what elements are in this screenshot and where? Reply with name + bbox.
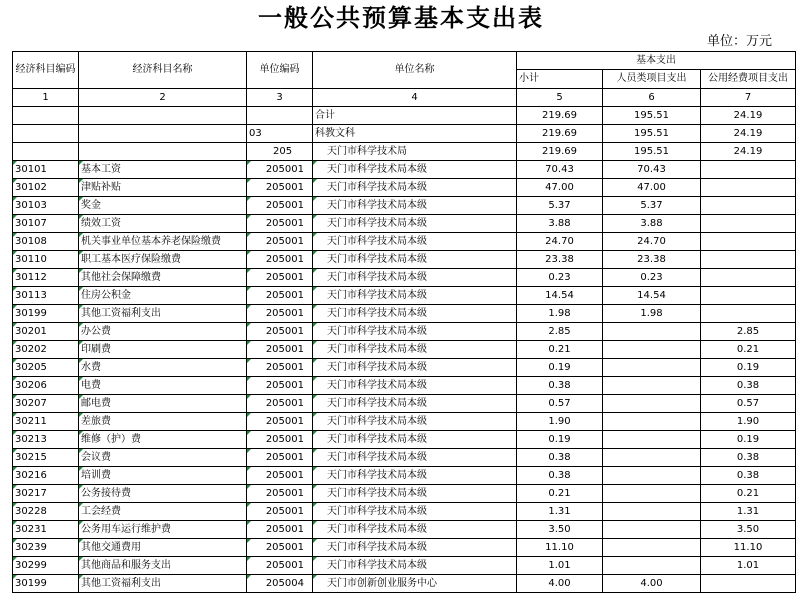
cell-unit-name: 天门市科学技术局本级	[313, 539, 517, 557]
cell-subtotal: 0.38	[517, 467, 603, 485]
cell-public: 0.19	[701, 431, 796, 449]
cell-unit-code: 205001	[247, 215, 313, 233]
col-number: 3	[247, 89, 313, 107]
cell-unit-code: 205001	[247, 233, 313, 251]
cell-public	[701, 179, 796, 197]
cell-public: 24.19	[701, 107, 796, 125]
cell-personnel	[603, 341, 701, 359]
table-row	[13, 503, 796, 521]
cell-personnel	[603, 521, 701, 539]
header-unit-name: 单位名称	[313, 52, 517, 89]
cell-public	[701, 305, 796, 323]
cell-econ-name: 公务接待费	[79, 485, 247, 503]
table-row	[13, 251, 796, 269]
table-row	[13, 323, 796, 341]
cell-subtotal: 4.00	[517, 575, 603, 593]
cell-unit-name: 天门市科学技术局本级	[313, 359, 517, 377]
table-row	[13, 449, 796, 467]
cell-unit-name: 天门市科学技术局本级	[313, 269, 517, 287]
cell-econ-name	[79, 143, 247, 161]
cell-subtotal: 0.57	[517, 395, 603, 413]
cell-subtotal: 0.38	[517, 377, 603, 395]
cell-personnel: 23.38	[603, 251, 701, 269]
cell-public: 24.19	[701, 143, 796, 161]
col-number: 7	[701, 89, 796, 107]
cell-econ-code: 30201	[13, 323, 79, 341]
cell-unit-code: 205001	[247, 359, 313, 377]
cell-econ-name: 津贴补贴	[79, 179, 247, 197]
summary-row	[13, 125, 796, 143]
cell-public: 0.21	[701, 485, 796, 503]
cell-unit-name: 天门市科学技术局本级	[313, 395, 517, 413]
cell-public: 0.19	[701, 359, 796, 377]
table-row	[13, 395, 796, 413]
cell-personnel	[603, 485, 701, 503]
cell-subtotal: 1.01	[517, 557, 603, 575]
cell-unit-code: 205001	[247, 467, 313, 485]
cell-unit-code: 205001	[247, 449, 313, 467]
cell-personnel	[603, 377, 701, 395]
cell-econ-code: 30112	[13, 269, 79, 287]
cell-unit-code: 205001	[247, 413, 313, 431]
cell-econ-name: 其他工资福利支出	[79, 305, 247, 323]
cell-econ-code: 30101	[13, 161, 79, 179]
cell-unit-name: 天门市科学技术局本级	[313, 557, 517, 575]
cell-econ-code: 30217	[13, 485, 79, 503]
table-row	[13, 197, 796, 215]
cell-subtotal: 219.69	[517, 107, 603, 125]
table-row	[13, 269, 796, 287]
cell-personnel: 1.98	[603, 305, 701, 323]
cell-public	[701, 287, 796, 305]
cell-personnel: 70.43	[603, 161, 701, 179]
table-row	[13, 215, 796, 233]
cell-unit-code: 205001	[247, 557, 313, 575]
header-econ-code: 经济科目编码	[13, 52, 79, 89]
cell-subtotal: 0.19	[517, 431, 603, 449]
cell-personnel	[603, 539, 701, 557]
cell-econ-name	[79, 107, 247, 125]
cell-unit-code: 205	[247, 143, 313, 161]
cell-personnel	[603, 449, 701, 467]
cell-econ-code	[13, 125, 79, 143]
cell-econ-name: 其他工资福利支出	[79, 575, 247, 593]
cell-public: 2.85	[701, 323, 796, 341]
table-row	[13, 359, 796, 377]
cell-econ-code: 30228	[13, 503, 79, 521]
cell-unit-code: 205001	[247, 269, 313, 287]
cell-personnel	[603, 431, 701, 449]
cell-public: 1.31	[701, 503, 796, 521]
cell-subtotal: 70.43	[517, 161, 603, 179]
cell-econ-code: 30216	[13, 467, 79, 485]
cell-unit-code: 205001	[247, 251, 313, 269]
cell-personnel: 14.54	[603, 287, 701, 305]
summary-row	[13, 143, 796, 161]
cell-econ-name: 绩效工资	[79, 215, 247, 233]
cell-unit-name: 天门市科学技术局本级	[313, 197, 517, 215]
cell-subtotal: 23.38	[517, 251, 603, 269]
cell-unit-code: 03	[247, 125, 313, 143]
cell-econ-name: 基本工资	[79, 161, 247, 179]
cell-public: 11.10	[701, 539, 796, 557]
cell-econ-code: 30211	[13, 413, 79, 431]
cell-unit-code: 205001	[247, 503, 313, 521]
header-personnel: 人员类项目支出	[603, 70, 701, 89]
cell-econ-code: 30207	[13, 395, 79, 413]
cell-econ-code: 30205	[13, 359, 79, 377]
cell-unit-code: 205001	[247, 395, 313, 413]
cell-personnel	[603, 323, 701, 341]
cell-personnel	[603, 557, 701, 575]
cell-subtotal: 3.50	[517, 521, 603, 539]
table-row	[13, 521, 796, 539]
cell-unit-name: 天门市创新创业服务中心	[313, 575, 517, 593]
col-number: 4	[313, 89, 517, 107]
cell-unit-name: 天门市科学技术局本级	[313, 233, 517, 251]
cell-personnel	[603, 503, 701, 521]
cell-econ-name: 住房公积金	[79, 287, 247, 305]
table-row	[13, 575, 796, 593]
cell-subtotal: 1.31	[517, 503, 603, 521]
cell-subtotal: 3.88	[517, 215, 603, 233]
col-number: 2	[79, 89, 247, 107]
cell-unit-name: 天门市科学技术局本级	[313, 287, 517, 305]
cell-econ-name: 工会经费	[79, 503, 247, 521]
cell-unit-name: 天门市科学技术局本级	[313, 503, 517, 521]
table-row	[13, 377, 796, 395]
cell-unit-name: 天门市科学技术局	[313, 143, 517, 161]
cell-econ-name: 办公费	[79, 323, 247, 341]
table-row	[13, 305, 796, 323]
cell-unit-code: 205001	[247, 161, 313, 179]
table-row	[13, 161, 796, 179]
cell-unit-name: 天门市科学技术局本级	[313, 521, 517, 539]
header-basic-expense: 基本支出	[517, 52, 796, 70]
cell-unit-code: 205001	[247, 377, 313, 395]
header-public: 公用经费项目支出	[701, 70, 796, 89]
cell-unit-code: 205004	[247, 575, 313, 593]
cell-subtotal: 1.98	[517, 305, 603, 323]
cell-subtotal: 2.85	[517, 323, 603, 341]
cell-unit-code: 205001	[247, 179, 313, 197]
cell-public: 3.50	[701, 521, 796, 539]
cell-personnel: 47.00	[603, 179, 701, 197]
cell-unit-name: 天门市科学技术局本级	[313, 413, 517, 431]
cell-personnel: 4.00	[603, 575, 701, 593]
cell-econ-name: 公务用车运行维护费	[79, 521, 247, 539]
cell-unit-name: 天门市科学技术局本级	[313, 467, 517, 485]
cell-personnel	[603, 467, 701, 485]
cell-subtotal: 11.10	[517, 539, 603, 557]
cell-econ-code: 30107	[13, 215, 79, 233]
cell-personnel: 195.51	[603, 107, 701, 125]
cell-unit-code: 205001	[247, 197, 313, 215]
cell-personnel	[603, 395, 701, 413]
cell-public: 0.38	[701, 377, 796, 395]
cell-unit-code	[247, 107, 313, 125]
table-row	[13, 341, 796, 359]
cell-public: 0.57	[701, 395, 796, 413]
cell-econ-code: 30213	[13, 431, 79, 449]
cell-personnel	[603, 413, 701, 431]
cell-subtotal: 1.90	[517, 413, 603, 431]
cell-econ-name: 差旅费	[79, 413, 247, 431]
cell-unit-name: 天门市科学技术局本级	[313, 161, 517, 179]
col-number: 1	[13, 89, 79, 107]
header-row	[13, 52, 796, 70]
col-number: 6	[603, 89, 701, 107]
cell-subtotal: 219.69	[517, 143, 603, 161]
cell-econ-code	[13, 143, 79, 161]
cell-econ-name: 维修（护）费	[79, 431, 247, 449]
cell-unit-name: 天门市科学技术局本级	[313, 215, 517, 233]
cell-econ-code: 30102	[13, 179, 79, 197]
cell-public	[701, 575, 796, 593]
cell-econ-code	[13, 107, 79, 125]
unit-label: 单位：万元	[706, 34, 772, 49]
cell-public	[701, 233, 796, 251]
cell-unit-name: 天门市科学技术局本级	[313, 485, 517, 503]
cell-unit-name: 天门市科学技术局本级	[313, 431, 517, 449]
cell-subtotal: 24.70	[517, 233, 603, 251]
cell-subtotal: 47.00	[517, 179, 603, 197]
page-title: 一般公共预算基本支出表	[258, 4, 544, 32]
cell-unit-code: 205001	[247, 485, 313, 503]
cell-public	[701, 269, 796, 287]
table-row	[13, 431, 796, 449]
table-row	[13, 179, 796, 197]
cell-public	[701, 161, 796, 179]
col-number: 5	[517, 89, 603, 107]
cell-econ-name: 印刷费	[79, 341, 247, 359]
cell-public: 24.19	[701, 125, 796, 143]
table-row	[13, 287, 796, 305]
cell-subtotal: 14.54	[517, 287, 603, 305]
table-row	[13, 557, 796, 575]
cell-unit-name: 天门市科学技术局本级	[313, 305, 517, 323]
cell-public: 1.90	[701, 413, 796, 431]
cell-unit-code: 205001	[247, 341, 313, 359]
header-unit-code: 单位编码	[247, 52, 313, 89]
cell-unit-code: 205001	[247, 539, 313, 557]
cell-unit-name: 合计	[313, 107, 517, 125]
cell-unit-name: 天门市科学技术局本级	[313, 251, 517, 269]
cell-unit-name: 科教文科	[313, 125, 517, 143]
cell-econ-name: 其他商品和服务支出	[79, 557, 247, 575]
table-row	[13, 467, 796, 485]
cell-econ-code: 30103	[13, 197, 79, 215]
cell-econ-name: 职工基本医疗保险缴费	[79, 251, 247, 269]
cell-unit-name: 天门市科学技术局本级	[313, 377, 517, 395]
cell-econ-name: 水费	[79, 359, 247, 377]
cell-econ-code: 30202	[13, 341, 79, 359]
cell-econ-code: 30199	[13, 575, 79, 593]
cell-personnel: 24.70	[603, 233, 701, 251]
cell-econ-code: 30299	[13, 557, 79, 575]
cell-public	[701, 251, 796, 269]
cell-public: 0.38	[701, 449, 796, 467]
cell-personnel: 3.88	[603, 215, 701, 233]
table-row	[13, 485, 796, 503]
header-econ-name: 经济科目名称	[79, 52, 247, 89]
cell-public	[701, 197, 796, 215]
cell-econ-name: 其他交通费用	[79, 539, 247, 557]
cell-econ-code: 30215	[13, 449, 79, 467]
cell-personnel: 195.51	[603, 125, 701, 143]
cell-econ-name: 电费	[79, 377, 247, 395]
cell-econ-name: 机关事业单位基本养老保险缴费	[79, 233, 247, 251]
cell-subtotal: 0.38	[517, 449, 603, 467]
cell-econ-name: 培训费	[79, 467, 247, 485]
cell-unit-name: 天门市科学技术局本级	[313, 323, 517, 341]
cell-econ-name: 其他社会保障缴费	[79, 269, 247, 287]
cell-unit-name: 天门市科学技术局本级	[313, 179, 517, 197]
cell-unit-name: 天门市科学技术局本级	[313, 341, 517, 359]
cell-public: 0.38	[701, 467, 796, 485]
cell-econ-name: 会议费	[79, 449, 247, 467]
cell-subtotal: 0.23	[517, 269, 603, 287]
cell-public: 1.01	[701, 557, 796, 575]
header-subtotal: 小计	[517, 70, 603, 89]
summary-row	[13, 107, 796, 125]
cell-subtotal: 219.69	[517, 125, 603, 143]
cell-econ-name: 奖金	[79, 197, 247, 215]
budget-table	[12, 51, 796, 593]
cell-unit-code: 205001	[247, 521, 313, 539]
table-row	[13, 413, 796, 431]
cell-econ-name: 邮电费	[79, 395, 247, 413]
cell-personnel: 0.23	[603, 269, 701, 287]
cell-personnel	[603, 359, 701, 377]
cell-unit-name: 天门市科学技术局本级	[313, 449, 517, 467]
cell-econ-code: 30231	[13, 521, 79, 539]
cell-unit-code: 205001	[247, 287, 313, 305]
cell-econ-code: 30113	[13, 287, 79, 305]
cell-econ-name	[79, 125, 247, 143]
cell-subtotal: 5.37	[517, 197, 603, 215]
cell-subtotal: 0.21	[517, 341, 603, 359]
cell-econ-code: 30239	[13, 539, 79, 557]
table-row	[13, 539, 796, 557]
cell-unit-code: 205001	[247, 431, 313, 449]
table-row	[13, 233, 796, 251]
cell-econ-code: 30206	[13, 377, 79, 395]
cell-econ-code: 30108	[13, 233, 79, 251]
cell-unit-code: 205001	[247, 305, 313, 323]
column-number-row	[13, 89, 796, 107]
cell-personnel: 5.37	[603, 197, 701, 215]
cell-public	[701, 215, 796, 233]
cell-unit-code: 205001	[247, 323, 313, 341]
cell-subtotal: 0.19	[517, 359, 603, 377]
cell-personnel: 195.51	[603, 143, 701, 161]
cell-econ-code: 30199	[13, 305, 79, 323]
cell-public: 0.21	[701, 341, 796, 359]
cell-subtotal: 0.21	[517, 485, 603, 503]
cell-econ-code: 30110	[13, 251, 79, 269]
